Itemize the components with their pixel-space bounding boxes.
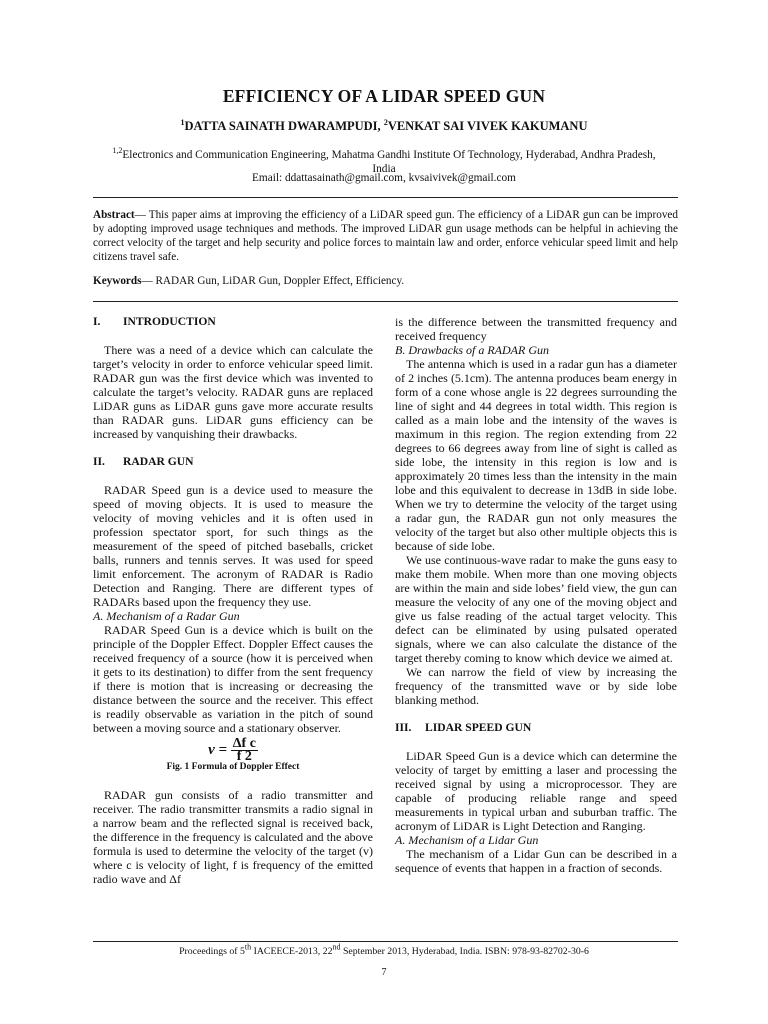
abstract-dash: — <box>134 209 149 221</box>
section-heading-introduction <box>93 315 373 329</box>
section-number: III. <box>395 721 412 734</box>
radar-gun-paragraph: RADAR Speed gun is a device used to measure the speed of moving objects. It is used to measure the velocity of moving vehicles and it is often used in profession spectator sport, for such things as the measurement of the speed of pitched baseballs, cricket balls, runners and tennis serves. It was used for speed limit enforcement. The acronym of RADAR is Radio Detection and Ranging. There are different types of RADARs based upon the frequency they use. <box>93 483 373 609</box>
lidar-paragraph: LiDAR Speed Gun is a device which can determine the velocity of target by emitting a laser and processing the received signal by using a microprocessor. They are capable of producing reliable range and speed measurements in typical urban and suburban traffic. The acronym of LiDAR is Light Detection and Ranging. <box>395 749 677 833</box>
subsection-heading-radar-drawbacks: B. Drawbacks of a RADAR Gun <box>395 343 549 357</box>
divider-abstract <box>93 301 678 302</box>
section-heading-lidar-speed-gun <box>395 721 677 735</box>
footer-sup-nd: nd <box>332 942 341 952</box>
drawbacks-paragraph-3: We can narrow the field of view by increasing the frequency of the transmitted wave or by side lobe blanking method. <box>395 665 677 707</box>
spacer <box>93 469 373 483</box>
subsection-heading-lidar-mechanism: A. Mechanism of a Lidar Gun <box>395 833 539 847</box>
figure-caption: Fig. 1 Formula of Doppler Effect <box>166 762 300 772</box>
spacer <box>93 441 373 455</box>
abstract-text: This paper aims at improving the efficiency of a LiDAR speed gun. The efficiency of a LiDAR gun can be improved by adopting improved usage techniques and methods. The improved LiDAR gun usage methods can be helpful in achieving the correct velocity of the target and help security and police forces to maintain law and order, enforce vehicular speed limit and help citizens travel safe. <box>93 209 678 263</box>
author2-superscript: 2 <box>383 117 388 127</box>
paper-title: EFFICIENCY OF A LIDAR SPEED GUN <box>222 86 546 106</box>
drawbacks-paragraph-1: The antenna which is used in a radar gun has a diameter of 2 inches (5.1cm). The antenna produces beam energy in form of a cone whose angle is 22 degrees surrounding the line of sight and 44 degrees in total width. This region is called as a main lobe and the intensity of the waves is maximum in this region. The region extending from 22 degrees to 66 degrees away from line of sight is called as side lobe, the intensity in this region is low and is approximately 20 times less than the intensity in the main lobe and this equivalent to decrease in 13dB in side lobe. When we try to determine the velocity of the target using a radar gun, the RADAR gun not only measures the velocity of the target but also other multiple objects this is because of side lobe. <box>395 357 677 553</box>
keywords <box>93 274 678 288</box>
continued-paragraph: is the difference between the transmitted frequency and received frequency <box>395 315 677 343</box>
spacer <box>395 735 677 749</box>
section-title: RADAR GUN <box>123 455 194 468</box>
subsection-heading-radar-mechanism: A. Mechanism of a Radar Gun <box>93 609 240 623</box>
spacer <box>395 707 677 721</box>
affiliation-superscript: 1,2 <box>112 146 123 156</box>
left-column <box>93 315 373 886</box>
footer-mid: IACEECE-2013, 22 <box>251 946 333 957</box>
radar-components-paragraph: RADAR gun consists of a radio transmitter and receiver. The radio transmitter transmits a radio signal in a narrow beam and the reflected signal is received back, the difference in the frequency is calculated and the above formula is used to determine the velocity of the target (v) where c is velocity of light, f is frequency of the emitted radio wave and Δf <box>93 788 373 886</box>
keywords-label: Keywords <box>93 275 142 287</box>
keywords-dash: — <box>141 275 156 287</box>
divider-top <box>93 197 678 198</box>
spacer <box>93 774 373 788</box>
section-number: II. <box>93 455 105 468</box>
section-heading-radar-gun <box>93 455 373 469</box>
right-column <box>395 315 677 875</box>
abstract <box>93 208 678 264</box>
section-title: INTRODUCTION <box>123 315 216 328</box>
spacer <box>93 329 373 343</box>
formula-numerator: Δf c <box>232 736 256 751</box>
doppler-formula <box>93 736 373 764</box>
divider-footer <box>93 941 678 942</box>
affiliation-line1: Electronics and Communication Engineering, Mahatma Gandhi Institute Of Technology, Hyderabad, Andhra Pradesh, <box>122 149 656 161</box>
footer-post: September 2013, Hyderabad, India. ISBN: 978-93-82702-30-6 <box>340 946 589 957</box>
radar-mechanism-paragraph: RADAR Speed Gun is a device which is built on the principle of the Doppler Effect. Doppler Effect causes the received frequency of a source (how it is perceived when it gets to its destination) to differ from the sent frequency if there is motion that is increasing or decreasing the distance between the source and the receiver. This effect is readily observable as variation in the pitch of sound between a moving source and a stationary observer. <box>93 623 373 735</box>
section-number: I. <box>93 315 101 328</box>
section-title: LIDAR SPEED GUN <box>425 721 532 734</box>
keywords-text: RADAR Gun, LiDAR Gun, Doppler Effect, Efficiency. <box>155 275 405 287</box>
author1-name: DATTA SAINATH DWARAMPUDI, <box>184 119 384 133</box>
drawbacks-paragraph-2: We use continuous-wave radar to make the guns easy to make them mobile. When more than one moving objects are within the main and side lobes’ field view, the gun can measure the velocity of any one of the moving object and give us false reading of the actual target velocity. This defect can be eliminated by using pulsated operated signals, where we can also calculate the distance of the target thereby coming to know which device we aimed at. <box>395 553 677 665</box>
footer-sup-th: th <box>244 942 252 952</box>
lidar-mechanism-paragraph: The mechanism of a Lidar Gun can be described in a sequence of events that happen in a fraction of seconds. <box>395 847 677 875</box>
abstract-label: Abstract <box>93 209 135 221</box>
affiliation-line2: India <box>372 163 396 175</box>
formula-lhs: v = <box>208 741 231 758</box>
footer-pre: Proceedings of 5 <box>179 946 245 957</box>
author2-name: VENKAT SAI VIVEK KAKUMANU <box>387 119 588 133</box>
email-line: Email: ddattasainath@gmail.com, kvsaivivek@gmail.com <box>252 172 516 184</box>
intro-paragraph: There was a need of a device which can calculate the target’s velocity in order to enforce vehicular speed limit. RADAR gun was the first device which was invented to calculate the target’s velocity. RADAR guns are replaced LiDAR guns as LiDAR guns gave more accurate results than RADAR guns. LiDAR guns efficiency can be increased by vanquishing their drawbacks. <box>93 343 373 441</box>
formula-denominator: f 2 <box>236 749 252 764</box>
footer-proceedings <box>0 942 768 957</box>
page-number: 7 <box>381 967 387 978</box>
author1-superscript: 1 <box>180 117 185 127</box>
author-line <box>0 119 768 134</box>
